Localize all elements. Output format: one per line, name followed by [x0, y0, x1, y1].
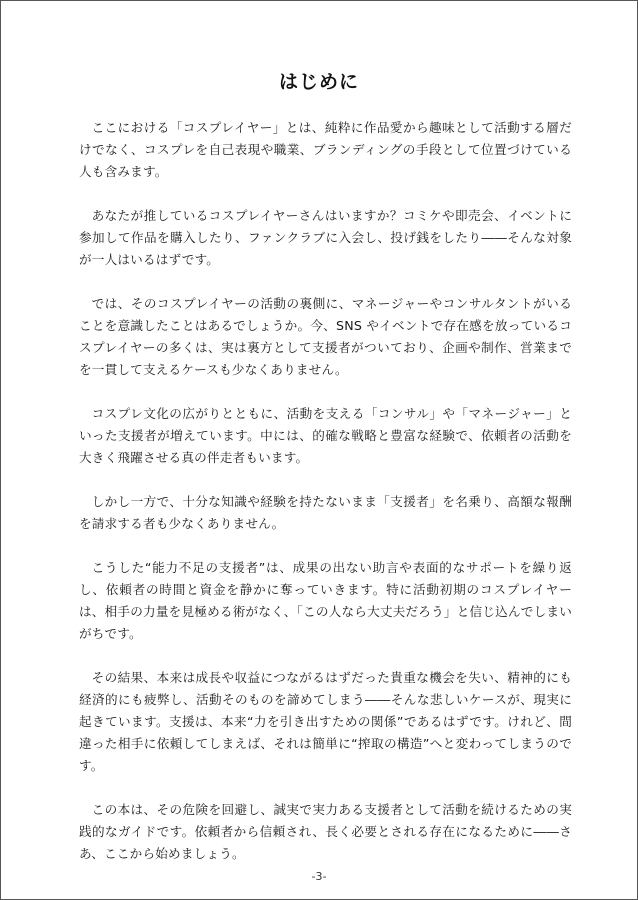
page-title: はじめに — [278, 71, 359, 93]
page-number: -3- — [311, 870, 327, 883]
paragraph-7: その結果、本来は成長や収益につながるはずだった貴重な機会を失い、精神的にも経済的にも疲弊し、活動そのものを諦めてしまう――そんな悲しいケースが、現実に起きています。支援は、本来“力を引き出すための関係”であるはずです。けれど、間違った相手に依頼してしまえば、それは簡単に“搾取の構造”へと変わってしまうのです。 — [79, 670, 572, 773]
paragraph-4: コスプレ文化の広がりとともに、活動を支える「コンサル」や「マネージャー」といった支援者が増えています。中には、的確な戦略と豊富な経験で、依頼者の活動を大きく飛躍させる真の伴走者もいます。 — [79, 406, 572, 465]
paragraph-8: この本は、その危険を回避し、誠実で実力ある支援者として活動を続けるための実践的なガイドです。依頼者から信頼され、長く必要とされる存在になるために――さあ、ここから始めましょう。 — [79, 802, 572, 861]
body-text — [79, 117, 572, 887]
paragraph-1: ここにおける「コスプレイヤー」とは、純粋に作品愛から趣味として活動する層だけでなく、コスプレを自己表現や職業、ブランディングの手段として位置づけている人も含みます。 — [79, 120, 572, 179]
paragraph-6: こうした“能力不足の支援者”は、成果の出ない助言や表面的なサポートを繰り返し、依頼者の時間と資金を静かに奪っていきます。特に活動初期のコスプレイヤーは、相手の力量を見極める術がなく、「この人なら大丈夫だろう」と信じ込んでしまいがちです。 — [79, 560, 572, 641]
paragraph-2: あなたが推しているコスプレイヤーさんはいますか？コミケや即売会、イベントに参加して作品を購入したり、ファンクラブに入会し、投げ銭をしたり――そんな対象が一人はいるはずです。 — [79, 208, 572, 267]
paragraph-3: では、そのコスプレイヤーの活動の裏側に、マネージャーやコンサルタントがいることを意識したことはあるでしょうか。今、SNS やイベントで存在感を放っているコスプレイヤーの多くは、実は裏方として支援者がついており、企画や制作、営業までを一貫して支えるケースも少なくありません。 — [79, 296, 572, 377]
paragraph-5: しかし一方で、十分な知識や経験を持たないまま「支援者」を名乗り、高額な報酬を請求する者も少なくありません。 — [79, 494, 572, 531]
